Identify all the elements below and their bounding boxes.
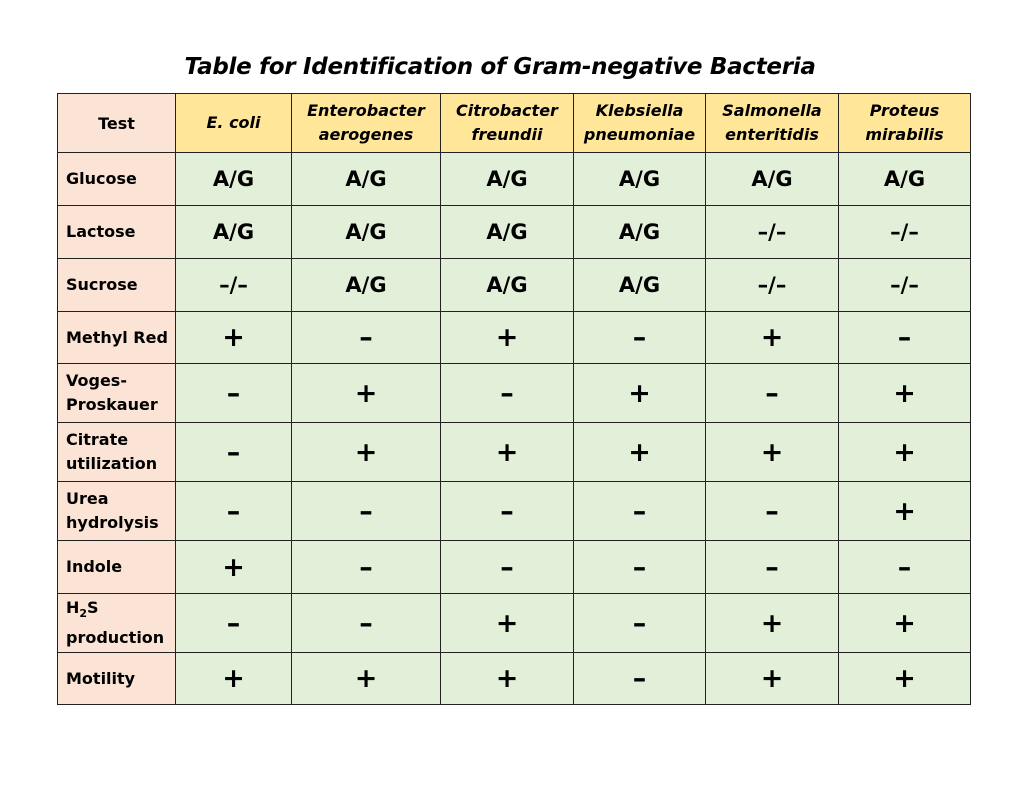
table-row (58, 541, 971, 594)
result-cell: – (706, 364, 839, 423)
result-cell: A/G (839, 153, 971, 206)
result-cell: – (441, 541, 574, 594)
header-organism: Proteus mirabilis (839, 94, 971, 153)
result-cell: – (441, 364, 574, 423)
result-cell: – (706, 541, 839, 594)
row-label: Indole (58, 541, 176, 594)
result-cell: – (441, 482, 574, 541)
result-cell: + (441, 312, 574, 364)
table-row (58, 259, 971, 312)
row-label: Sucrose (58, 259, 176, 312)
table-row (58, 153, 971, 206)
result-cell: A/G (292, 206, 441, 259)
result-cell: – (574, 312, 706, 364)
header-organism: E. coli (176, 94, 292, 153)
table-row (58, 594, 971, 653)
result-cell: – (292, 594, 441, 653)
result-cell: – (574, 653, 706, 705)
table-row (58, 482, 971, 541)
table-title: Table for Identification of Gram-negative Bacteria (184, 54, 816, 80)
result-cell: A/G (706, 153, 839, 206)
result-cell: + (839, 423, 971, 482)
result-cell: + (706, 594, 839, 653)
table-row (58, 312, 971, 364)
header-organism: Citrobacter freundii (441, 94, 574, 153)
result-cell: – (176, 594, 292, 653)
result-cell: – (292, 541, 441, 594)
identification-table (57, 93, 971, 705)
result-cell: – (839, 541, 971, 594)
row-label: $H_2S$ production (58, 594, 176, 653)
result-cell: –/– (839, 206, 971, 259)
result-cell: + (706, 312, 839, 364)
header-organism: Salmonella enteritidis (706, 94, 839, 153)
header-organism: Klebsiella pneumoniae (574, 94, 706, 153)
result-cell: + (706, 653, 839, 705)
result-cell: A/G (176, 153, 292, 206)
row-label: Urea hydrolysis (58, 482, 176, 541)
row-label: Glucose (58, 153, 176, 206)
result-cell: + (441, 423, 574, 482)
result-cell: A/G (574, 206, 706, 259)
result-cell: + (706, 423, 839, 482)
result-cell: – (574, 482, 706, 541)
result-cell: A/G (176, 206, 292, 259)
result-cell: – (574, 541, 706, 594)
result-cell: + (176, 541, 292, 594)
header-row (58, 94, 971, 153)
result-cell: + (839, 653, 971, 705)
result-cell: + (176, 312, 292, 364)
result-cell: + (292, 653, 441, 705)
row-label: Methyl Red (58, 312, 176, 364)
result-cell: A/G (292, 153, 441, 206)
row-label: Voges- Proskauer (58, 364, 176, 423)
result-cell: A/G (574, 259, 706, 312)
result-cell: + (839, 594, 971, 653)
result-cell: A/G (574, 153, 706, 206)
result-cell: A/G (441, 206, 574, 259)
result-cell: A/G (441, 259, 574, 312)
result-cell: – (839, 312, 971, 364)
result-cell: – (176, 364, 292, 423)
result-cell: – (292, 312, 441, 364)
result-cell: + (292, 423, 441, 482)
table-row (58, 423, 971, 482)
result-cell: –/– (839, 259, 971, 312)
result-cell: + (839, 364, 971, 423)
result-cell: –/– (706, 259, 839, 312)
table-row (58, 206, 971, 259)
result-cell: + (574, 423, 706, 482)
result-cell: + (176, 653, 292, 705)
table-row (58, 364, 971, 423)
header-organism: Enterobacter aerogenes (292, 94, 441, 153)
result-cell: – (574, 594, 706, 653)
table-row (58, 653, 971, 705)
result-cell: + (574, 364, 706, 423)
result-cell: – (706, 482, 839, 541)
result-cell: + (292, 364, 441, 423)
result-cell: + (839, 482, 971, 541)
row-label: Citrate utilization (58, 423, 176, 482)
result-cell: – (176, 423, 292, 482)
result-cell: – (292, 482, 441, 541)
row-label: Motility (58, 653, 176, 705)
row-label: Lactose (58, 206, 176, 259)
result-cell: –/– (176, 259, 292, 312)
result-cell: – (176, 482, 292, 541)
result-cell: A/G (292, 259, 441, 312)
result-cell: + (441, 653, 574, 705)
result-cell: + (441, 594, 574, 653)
header-test: Test (58, 94, 176, 153)
result-cell: A/G (441, 153, 574, 206)
result-cell: –/– (706, 206, 839, 259)
